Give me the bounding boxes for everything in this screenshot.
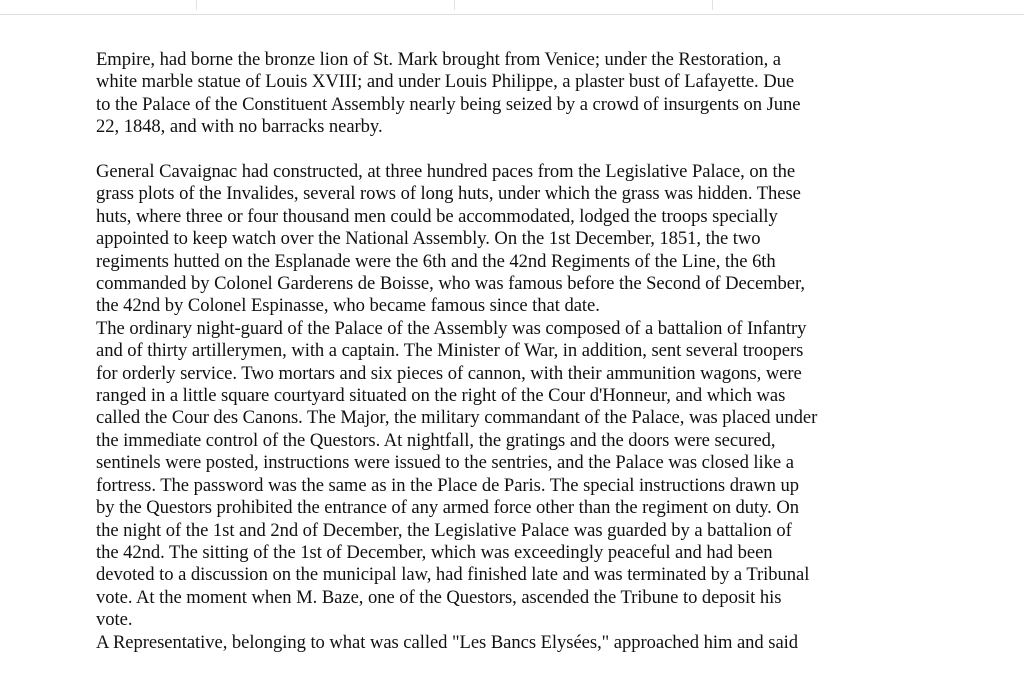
text-line: the night of the 1st and 2nd of December, the Legislative Palace was guarded by a battalion of xyxy=(96,519,792,541)
text-line: Empire, had borne the bronze lion of St. Mark brought from Venice; under the Restoration, a xyxy=(96,49,781,70)
text-line: grass plots of the Invalides, several rows of long huts, under which the grass was hidden. These xyxy=(96,183,801,205)
document-body xyxy=(96,49,926,654)
text-line: by the Questors prohibited the entrance of any armed force other than the regiment on duty. On xyxy=(96,497,800,519)
text-line: A Representative, belonging to what was called "Les Bancs Elysées," approached him and said xyxy=(96,631,799,653)
text-line: The ordinary night-guard of the Palace of the Assembly was composed of a battalion of Infantry xyxy=(96,317,807,339)
page-top-edge xyxy=(0,0,1024,15)
text-line: vote. xyxy=(96,609,133,631)
text-line: regiments hutted on the Esplanade were the 6th and the 42nd Regiments of the Line, the 6th xyxy=(96,250,776,272)
text-line: 22, 1848, and with no barracks nearby. xyxy=(96,116,383,138)
text-line: devoted to a discussion on the municipal law, had finished late and was terminated by a Tribunal xyxy=(96,564,810,586)
text-line: huts, where three or four thousand men could be accommodated, lodged the troops specially xyxy=(96,205,778,227)
text-line: and of thirty artillerymen, with a captain. The Minister of War, in addition, sent several troopers xyxy=(96,340,804,362)
ruler-tick xyxy=(712,0,713,10)
text-line: sentinels were posted, instructions were issued to the sentries, and the Palace was closed like a xyxy=(96,452,794,474)
paragraph-1 xyxy=(96,49,926,139)
paragraph-3 xyxy=(96,318,926,632)
text-line: General Cavaignac had constructed, at three hundred paces from the Legislative Palace, on the xyxy=(96,161,796,183)
text-line: fortress. The password was the same as in the Place de Paris. The special instructions drawn up xyxy=(96,474,800,496)
ruler-tick xyxy=(196,0,197,10)
text-line: white marble statue of Louis XVIII; and under Louis Philippe, a plaster bust of Lafayette. Due xyxy=(96,71,795,93)
text-line: to the Palace of the Constituent Assembly nearly being seized by a crowd of insurgents on June xyxy=(96,93,801,115)
text-line: the immediate control of the Questors. At nightfall, the gratings and the doors were secured, xyxy=(96,429,776,451)
text-line: the 42nd by Colonel Espinasse, who became famous since that date. xyxy=(96,295,600,317)
text-line: for orderly service. Two mortars and six pieces of cannon, with their ammunition wagons, were xyxy=(96,362,802,384)
paragraph-2 xyxy=(96,161,926,318)
text-line: vote. At the moment when M. Baze, one of the Questors, ascended the Tribune to deposit his xyxy=(96,586,782,608)
text-line: appointed to keep watch over the National Assembly. On the 1st December, 1851, the two xyxy=(96,228,761,250)
text-line: ranged in a little square courtyard situated on the right of the Cour d'Honneur, and which was xyxy=(96,385,786,407)
text-line: called the Cour des Canons. The Major, the military commandant of the Palace, was placed under xyxy=(96,407,818,429)
text-line: commanded by Colonel Garderens de Boisse, who was famous before the Second of December, xyxy=(96,273,806,295)
paragraph-4 xyxy=(96,632,926,654)
paragraph-spacer xyxy=(96,139,926,161)
document-page xyxy=(0,15,1024,693)
ruler-tick xyxy=(454,0,455,10)
text-line: the 42nd. The sitting of the 1st of December, which was exceedingly peaceful and had been xyxy=(96,541,773,563)
